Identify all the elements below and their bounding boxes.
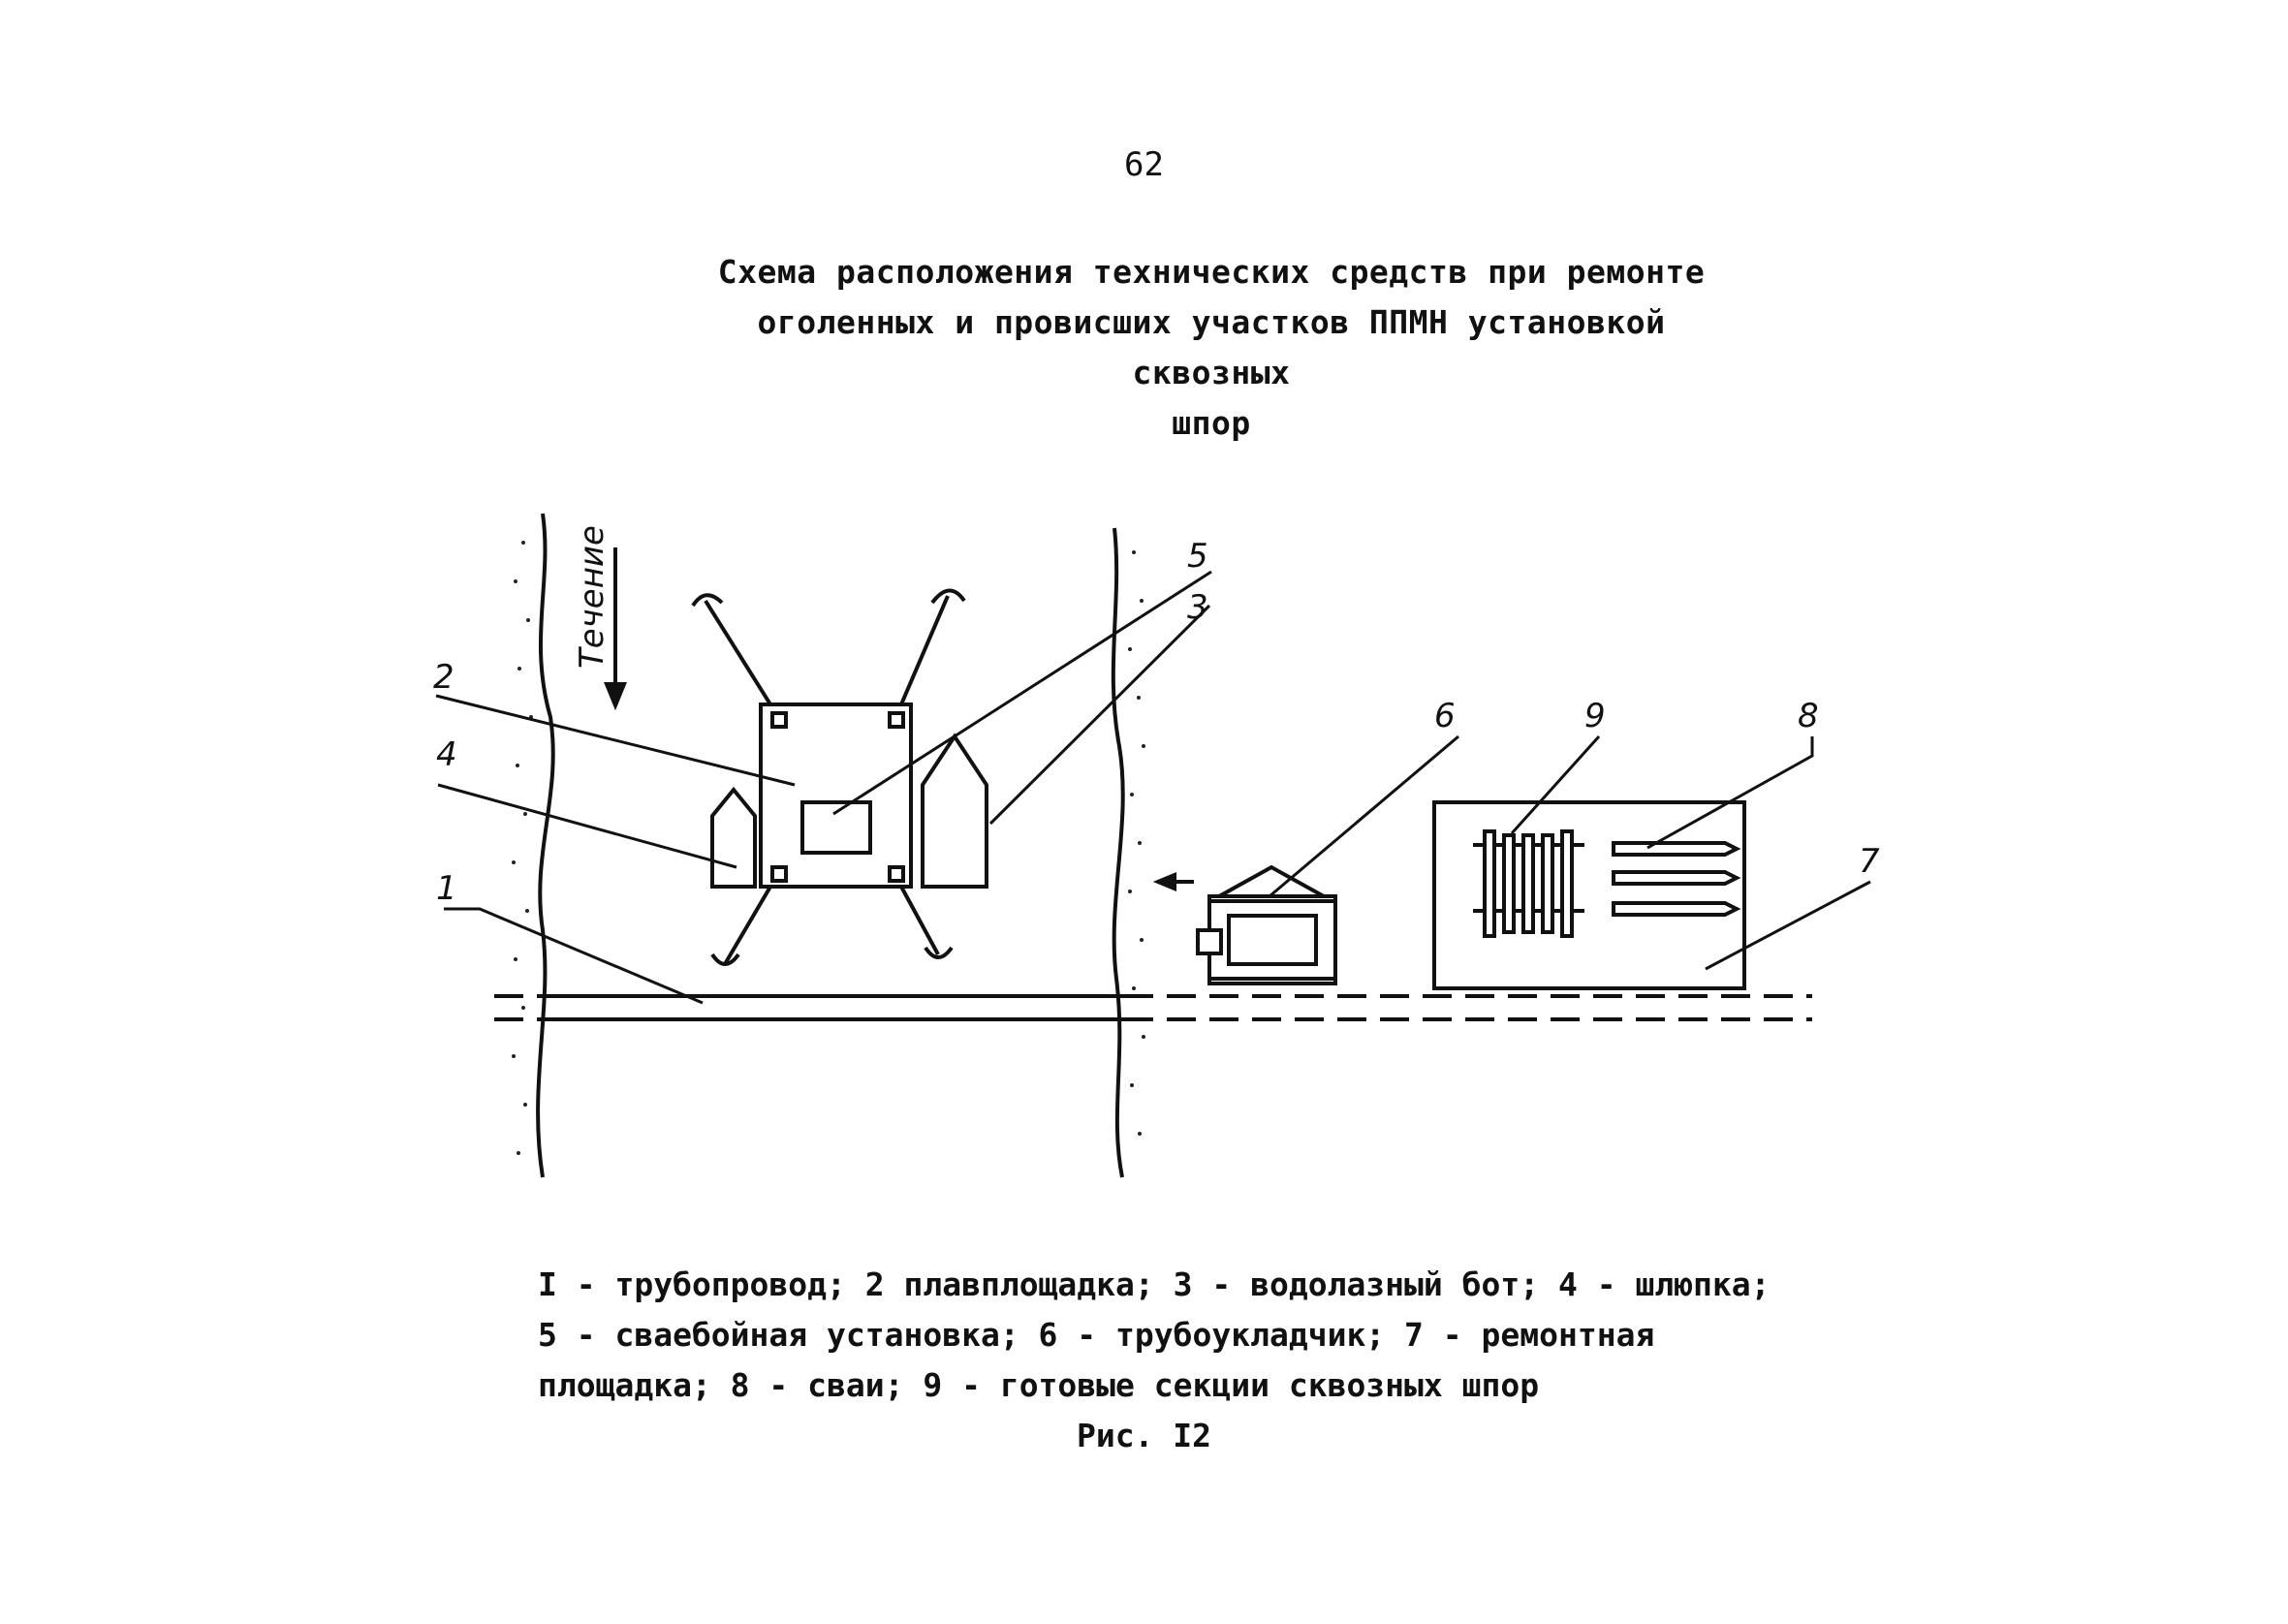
pipelayer (1198, 867, 1335, 984)
left-riverbank (538, 514, 553, 1177)
label-5: 5 (1187, 537, 1208, 576)
rowboat (712, 790, 755, 887)
spur-sections (1473, 831, 1584, 936)
title-line: Схема расположения технических средств при ремонте (717, 253, 1706, 291)
flow-label: Течение (573, 525, 611, 669)
legend (538, 1260, 1817, 1411)
title-line: оголенных и провисших участков ППМН установкой сквозных (757, 303, 1666, 391)
figure-caption: Рис. I2 (1076, 1417, 1212, 1454)
diving-boat (923, 736, 987, 887)
label-4: 4 (436, 735, 457, 774)
label-1: 1 (436, 869, 457, 908)
title-line: шпор (1172, 404, 1251, 442)
page-number: 62 (1124, 145, 1164, 184)
label-6: 6 (1434, 697, 1456, 735)
legend-line: 5 - сваебойная установка; 6 - трубоукладчик; 7 - ремонтная (538, 1316, 1655, 1354)
legend-line: I - трубопровод; 2 плавплощадка; 3 - водолазный бот; 4 - шлюпка; (538, 1265, 1771, 1303)
label-7: 7 (1859, 842, 1880, 881)
piles (1614, 843, 1737, 915)
repair-site (1434, 802, 1744, 988)
floating-platform (761, 704, 911, 887)
label-3: 3 (1187, 588, 1208, 627)
pile-driver (802, 802, 870, 853)
label-8: 8 (1798, 697, 1819, 735)
label-9: 9 (1584, 697, 1606, 735)
right-riverbank (1113, 528, 1123, 1177)
legend-line: площадка; 8 - сваи; 9 - готовые секции сквозных шпор (538, 1366, 1540, 1404)
label-2: 2 (433, 658, 454, 697)
